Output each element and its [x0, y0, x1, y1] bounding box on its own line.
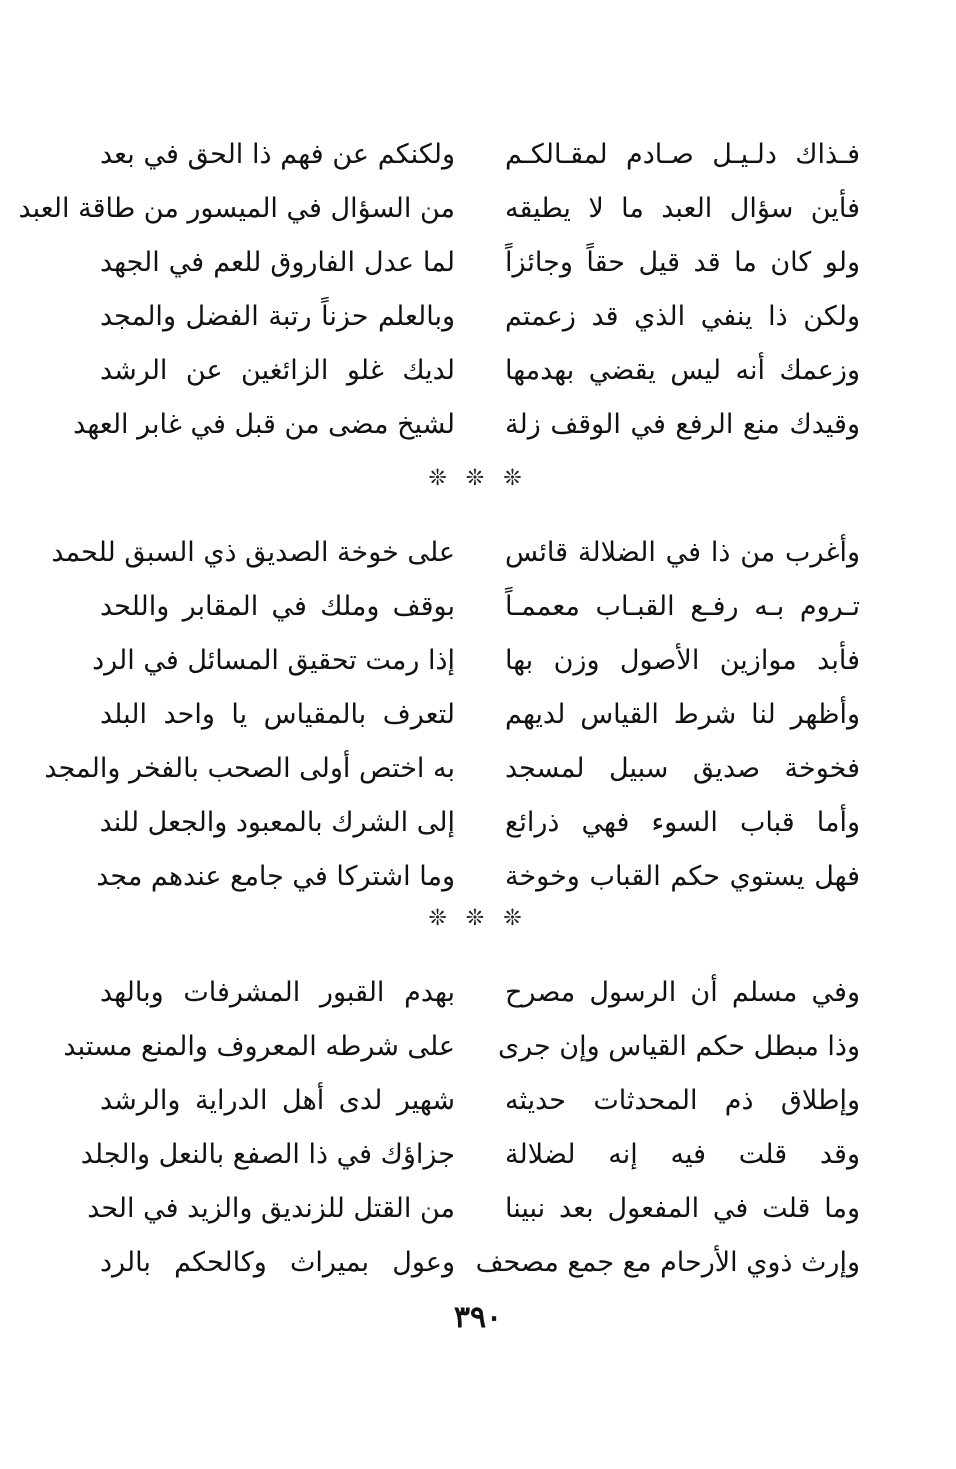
verse-line	[80, 1128, 860, 1182]
first-hemistich: فأبد موازين الأصول وزن بها	[505, 645, 860, 676]
second-hemistich: من القتل للزنديق والزيد في الحد	[87, 1193, 455, 1224]
second-hemistich: على شرطه المعروف والمنع مستبد	[63, 1031, 455, 1062]
verse-line	[73, 398, 860, 452]
second-hemistich: إلى الشرك بالمعبود والجعل للند	[99, 807, 455, 838]
second-hemistich: بوقف وملك في المقابر واللحد	[100, 591, 455, 622]
first-hemistich: فأين سؤال العبد ما لا يطيقه	[505, 193, 860, 224]
second-hemistich: إذا رمت تحقيق المسائل في الرد	[92, 645, 455, 676]
second-hemistich: وبالعلم حزناً رتبة الفضل والمجد	[100, 301, 455, 332]
poem-stanza-3	[63, 966, 860, 1290]
second-hemistich: لديك غلو الزائغين عن الرشد	[100, 355, 455, 386]
second-hemistich: لشيخ مضى من قبل في غابر العهد	[73, 409, 455, 440]
second-hemistich: شهير لدى أهل الدراية والرشد	[100, 1085, 455, 1116]
verse-line	[100, 236, 860, 290]
first-hemistich: وأما قباب السوء فهي ذرائع	[505, 807, 860, 838]
verse-line	[51, 526, 860, 580]
first-hemistich: تـروم بـه رفـع القبـاب معممـاً	[505, 591, 860, 622]
verse-line	[87, 1182, 860, 1236]
second-hemistich: على خوخة الصديق ذي السبق للحمد	[51, 537, 455, 568]
first-hemistich: وإرث ذوي الأرحام مع جمع مصحف	[475, 1247, 860, 1278]
verse-line	[100, 290, 860, 344]
verse-line	[100, 128, 860, 182]
second-hemistich: به اختص أولى الصحب بالفخر والمجد	[44, 753, 455, 784]
verse-line	[100, 688, 860, 742]
poem-stanza-2	[44, 526, 860, 904]
first-hemistich: وقد قلت فيه إنه لضلالة	[505, 1139, 860, 1170]
verse-line	[63, 1020, 860, 1074]
section-separator: ❊ ❊ ❊	[428, 906, 528, 931]
verse-line	[18, 182, 860, 236]
second-hemistich: وعول بميراث وكالحكم بالرد	[100, 1247, 455, 1278]
first-hemistich: فخوخة صديق سبيل لمسجد	[505, 753, 860, 784]
second-hemistich: لتعرف بالمقياس يا واحد البلد	[100, 699, 455, 730]
verse-line	[100, 796, 860, 850]
verse-line	[100, 1074, 860, 1128]
first-hemistich: وقيدك منع الرفع في الوقف زلة	[505, 409, 860, 440]
first-hemistich: فهل يستوي حكم القباب وخوخة	[505, 861, 860, 892]
second-hemistich: ولكنكم عن فهم ذا الحق في بعد	[100, 139, 455, 170]
first-hemistich: وإطلاق ذم المحدثات حديثه	[505, 1085, 860, 1116]
verse-line	[100, 966, 860, 1020]
first-hemistich: وأغرب من ذا في الضلالة قائس	[505, 537, 860, 568]
second-hemistich: جزاؤك في ذا الصفع بالنعل والجلد	[80, 1139, 455, 1170]
first-hemistich: ولو كان ما قد قيل حقاً وجائزاً	[505, 247, 860, 278]
first-hemistich: وفي مسلم أن الرسول مصرح	[505, 977, 860, 1008]
verse-line	[96, 850, 860, 904]
poem-stanza-1	[18, 128, 860, 452]
verse-line	[100, 1236, 860, 1290]
second-hemistich: بهدم القبور المشرفات وبالهد	[100, 977, 455, 1008]
second-hemistich: وما اشتركا في جامع عندهم مجد	[96, 861, 455, 892]
first-hemistich: ولكن ذا ينفي الذي قد زعمتم	[505, 301, 860, 332]
second-hemistich: من السؤال في الميسور من طاقة العبد	[18, 193, 455, 224]
first-hemistich: وذا مبطل حكم القياس وإن جرى	[497, 1031, 860, 1062]
first-hemistich: وزعمك أنه ليس يقضي بهدمها	[505, 355, 860, 386]
first-hemistich: فـذاك دلـيـل صـادم لمقـالكـم	[505, 139, 860, 170]
verse-line	[100, 580, 860, 634]
page-number: ٣٩٠	[453, 1300, 503, 1335]
verse-line	[100, 344, 860, 398]
first-hemistich: وما قلت في المفعول بعد نبينا	[505, 1193, 860, 1224]
section-separator: ❊ ❊ ❊	[428, 466, 528, 491]
second-hemistich: لما عدل الفاروق للعم في الجهد	[100, 247, 455, 278]
first-hemistich: وأظهر لنا شرط القياس لديهم	[505, 699, 860, 730]
verse-line	[92, 634, 860, 688]
verse-line	[44, 742, 860, 796]
